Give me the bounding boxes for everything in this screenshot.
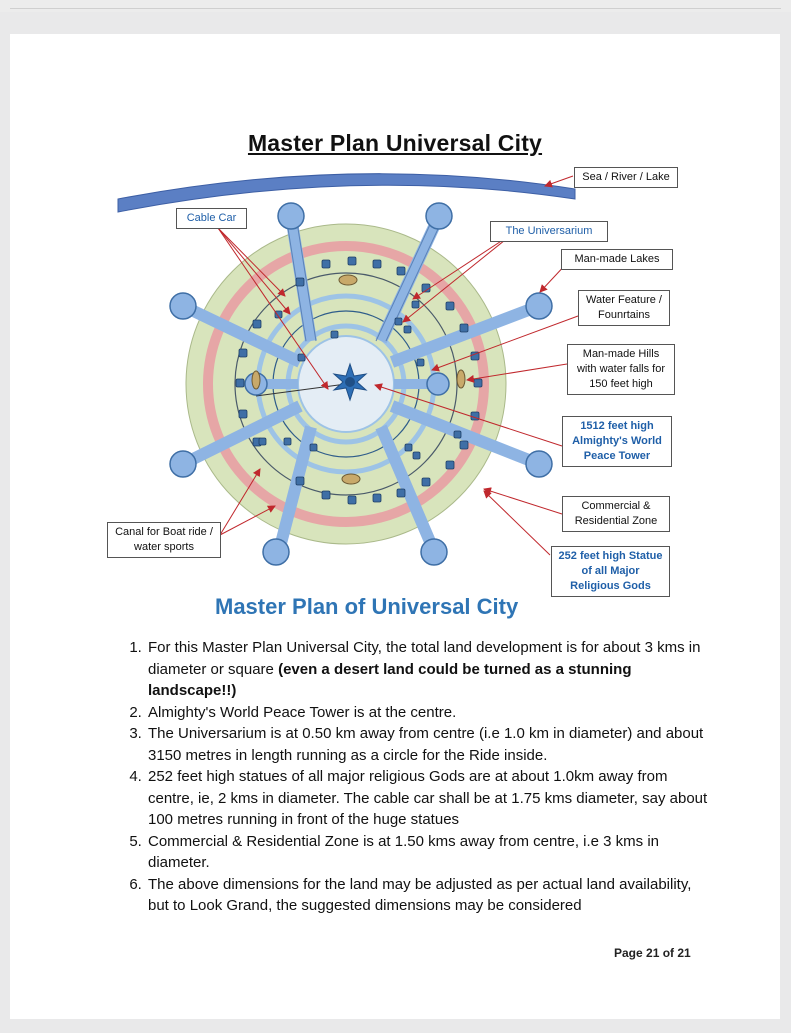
callout-commercial-line1: Commercial &: [581, 500, 651, 512]
node-e2: [526, 451, 552, 477]
callout-commercial-line2: Residential Zone: [574, 515, 658, 527]
callout-canal-line2: water sports: [134, 541, 194, 553]
node-w2: [170, 451, 196, 477]
callout-tower: [562, 416, 672, 467]
point-3: 3. The Universarium is at 0.50 km away from centre (i.e 1.0 km in diameter) and about 3150 metres in length running as a circle for the Ride inside.: [146, 723, 716, 766]
callout-statue-line1: 252 feet high Statue: [558, 550, 663, 562]
node-s1: [263, 539, 289, 565]
callout-statue-line3: Religious Gods: [570, 580, 651, 592]
callout-fountains: [578, 290, 670, 326]
callout-statue: [551, 546, 670, 597]
callout-tower-line2: Almighty's World: [572, 435, 662, 447]
viewer-top-bar: [0, 0, 791, 12]
top-divider: [10, 8, 781, 9]
document-page: [10, 34, 780, 1019]
point-1-prefix: For this Master Plan Universal City, the total land development is for about 3 kms in diameter or square: [148, 639, 701, 678]
point-1: [146, 637, 716, 702]
diagram-caption: Master Plan of Universal City: [215, 594, 519, 619]
leader-sea: [545, 176, 573, 186]
point-2: 2. Almighty's World Peace Tower is at the centre.: [146, 702, 716, 724]
node-right: [427, 373, 449, 395]
leader-commercial: [484, 489, 562, 514]
callout-fountains-line2: Founrtains: [598, 309, 650, 321]
node-s2: [421, 539, 447, 565]
hill-top: [339, 275, 357, 285]
hill-left: [252, 371, 260, 389]
callout-lakes-text: Man-made Lakes: [574, 253, 660, 265]
callout-universarium-text: The Universarium: [505, 225, 593, 237]
leader-statue: [484, 491, 550, 555]
callout-hills-line1: Man-made Hills: [582, 348, 660, 360]
callout-statue-line2: of all Major: [581, 565, 640, 577]
point-1-bold: (even a desert land could be turned as a stunning landscape!!: [148, 660, 632, 699]
node-w1: [170, 293, 196, 319]
page-title: Master Plan Universal City: [247, 130, 543, 156]
callout-hills-line2: with water falls for: [576, 363, 666, 375]
point-1-suffix: ): [231, 682, 237, 699]
points-list: [122, 637, 716, 917]
callout-hills-line3: 150 feet high: [589, 378, 653, 390]
sea-river-lake-arc: [118, 174, 575, 212]
callout-tower-line1: 1512 feet high: [580, 420, 654, 432]
callout-hills: [567, 344, 675, 395]
callout-tower-line3: Peace Tower: [583, 450, 651, 462]
node-n2: [426, 203, 452, 229]
callout-lakes: [561, 249, 673, 270]
callout-cable-car: [176, 208, 247, 229]
node-e1: [526, 293, 552, 319]
point-4: 4. 252 feet high statues of all major religious Gods are at about 1.0km away from centre, ie, 2 kms in diameter. The cable car shall be at 1.75 kms diameter, say about 100 metres running in front of the huge statues: [146, 766, 716, 831]
hill-right: [457, 370, 465, 388]
callout-canal-line1: Canal for Boat ride /: [115, 526, 213, 538]
callout-sea: [574, 167, 678, 188]
point-5: 5. Commercial & Residential Zone is at 1.50 kms away from centre, i.e 3 kms in diameter.: [146, 831, 716, 874]
callout-sea-text: Sea / River / Lake: [582, 171, 670, 183]
callout-canal: [107, 522, 221, 558]
callout-cable-car-text: Cable Car: [186, 212, 237, 224]
node-n1: [278, 203, 304, 229]
callout-commercial: [562, 496, 670, 532]
callout-fountains-line1: Water Feature /: [585, 294, 662, 306]
hill-bottom: [342, 474, 360, 484]
point-6: 6. The above dimensions for the land may be adjusted as per actual land availability, but to Look Grand, the suggested dimensions may be considered: [146, 874, 716, 917]
page-number: Page 21 of 21: [614, 946, 691, 960]
callout-universarium: [490, 221, 608, 242]
